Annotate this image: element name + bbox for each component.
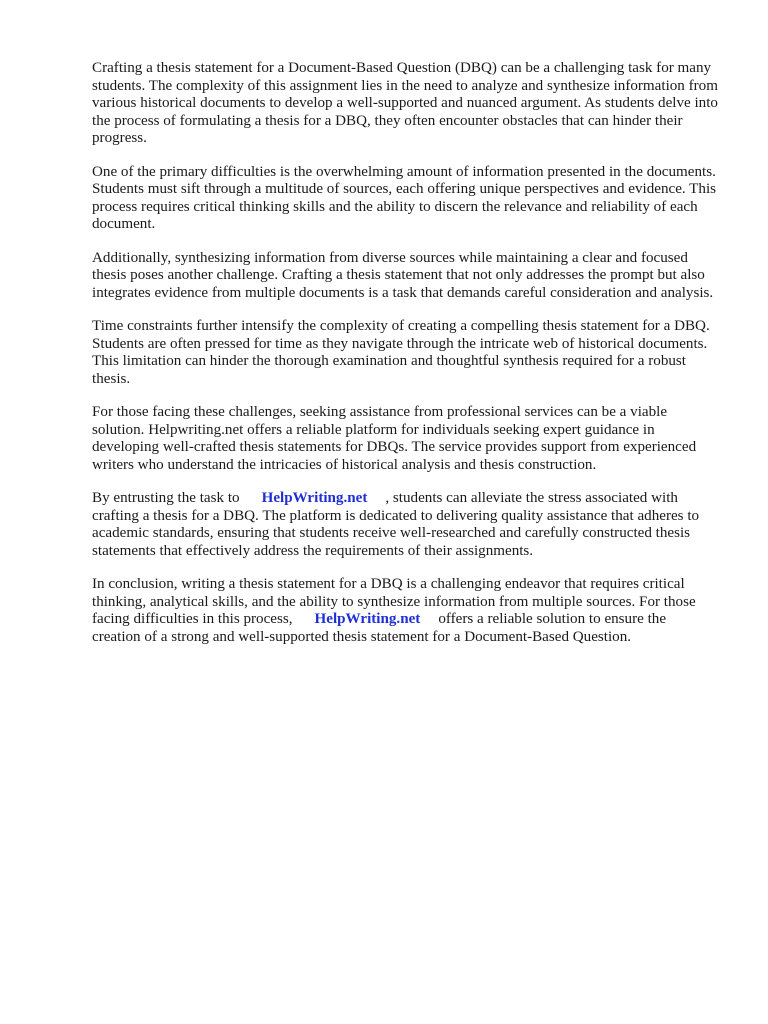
paragraph-difficulties: One of the primary difficulties is the overwhelming amount of information presented in the documents. Students must sift through a multitude of sources, each offering unique perspectives and evidence. This process requires critical thinking skills and the ability to discern the relevance and reliability of each document. bbox=[92, 163, 717, 232]
paragraph-entrusting bbox=[92, 490, 718, 560]
paragraph-entrusting-start: By entrusting the task to bbox=[92, 490, 240, 506]
paragraph-entrusting-end: , students can alleviate the stress associated with crafting a thesis for a DBQ. The platform is dedicated to delivering quality assistance that adheres to academic standards, ensuring that students receive well-researched and carefully constructed thesis statements that effectively address the requirements of their assignments. bbox=[92, 490, 700, 559]
paragraph-conclusion-end: offers a reliable solution to ensure the creation of a strong and well-supported thesis statement for a Document-Based Question. bbox=[92, 611, 667, 645]
helpwriting-link[interactable]: HelpWriting.net bbox=[261, 490, 368, 506]
paragraph-conclusion bbox=[92, 576, 718, 646]
helpwriting-link-conclusion[interactable]: HelpWriting.net bbox=[314, 611, 421, 627]
paragraph-assistance: For those facing these challenges, seeking assistance from professional services can be a viable solution. Helpwriting.net offers a reliable platform for individuals seeking expert guidance in developing well-crafted thesis statements for DBQs. The service provides support from experienced writers who understand the intricacies of historical analysis and thesis construction. bbox=[92, 404, 697, 473]
paragraph-synthesis: Additionally, synthesizing information from diverse sources while maintaining a clear and focused thesis poses another challenge. Crafting a thesis statement that not only addresses the prompt but also integrates evidence from multiple documents is a task that demands careful consideration and analysis. bbox=[92, 249, 714, 301]
paragraph-intro: Crafting a thesis statement for a Document-Based Question (DBQ) can be a challenging task for many students. The complexity of this assignment lies in the need to analyze and synthesize information from various historical documents to develop a well-supported and nuanced argument. As students delve into the process of formulating a thesis for a DBQ, they often encounter obstacles that can hinder their progress. bbox=[92, 60, 718, 146]
paragraph-conclusion-start: In conclusion, writing a thesis statement for a DBQ is a challenging endeavor that requires critical thinking, analytical skills, and the ability to synthesize information from multiple sources. For those facing difficulties in this process, bbox=[92, 576, 696, 627]
paragraph-time-constraints: Time constraints further intensify the complexity of creating a compelling thesis statement for a DBQ. Students are often pressed for time as they navigate through the intricate web of historical documents. This limitation can hinder the thorough examination and thoughtful synthesis required for a robust thesis. bbox=[92, 318, 710, 387]
